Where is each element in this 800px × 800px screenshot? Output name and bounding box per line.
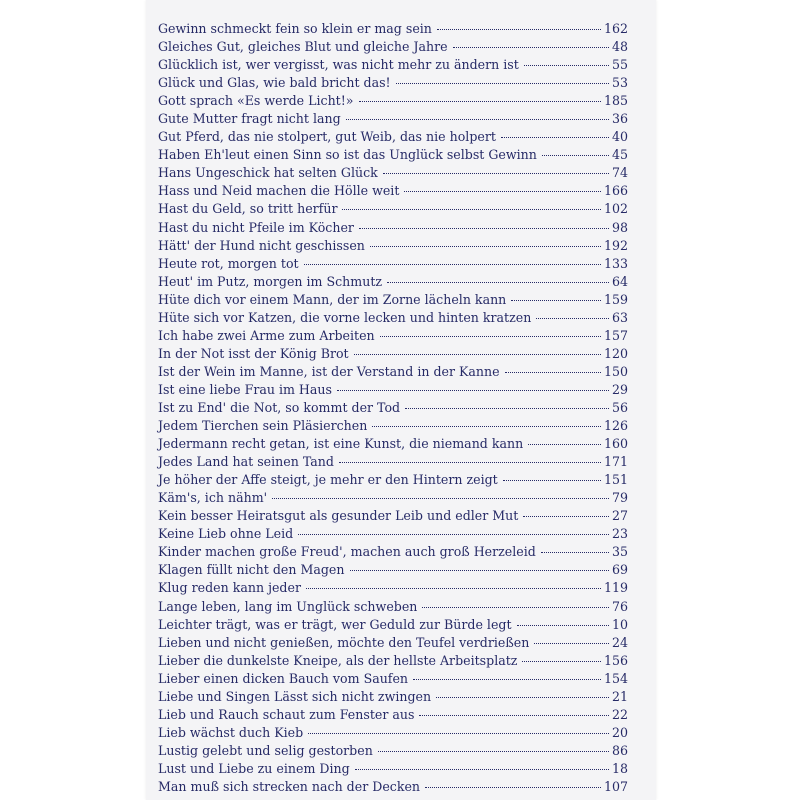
- entry-title: Hans Ungeschick hat selten Glück: [158, 165, 378, 181]
- entry-page-number: 24: [611, 634, 628, 650]
- index-entry: [158, 56, 628, 74]
- entry-title: Gut Pferd, das nie stolpert, gut Weib, das nie holpert: [158, 129, 496, 145]
- dot-leader: [542, 155, 609, 156]
- index-entry: [158, 724, 628, 742]
- dot-leader: [503, 480, 601, 481]
- index-entry: [158, 110, 628, 128]
- entry-title: Hast du Geld, so tritt herfür: [158, 201, 338, 217]
- entry-title: Keine Lieb ohne Leid: [158, 526, 294, 542]
- entry-page-number: 29: [611, 381, 628, 397]
- entry-title: Jedem Tierchen sein Pläsierchen: [158, 418, 368, 434]
- index-entry: [158, 273, 628, 291]
- dot-leader: [355, 769, 609, 770]
- entry-title: Haben Eh'leut einen Sinn so ist das Unglück selbst Gewinn: [158, 147, 537, 163]
- index-entry: [158, 309, 628, 327]
- entry-page-number: 53: [611, 75, 628, 91]
- index-entry: [158, 579, 628, 597]
- entry-page-number: 157: [603, 327, 628, 343]
- entry-page-number: 119: [603, 580, 628, 596]
- entry-page-number: 102: [603, 201, 628, 217]
- entry-page-number: 126: [603, 418, 628, 434]
- entry-page-number: 150: [603, 363, 628, 379]
- entry-page-number: 36: [611, 111, 628, 127]
- entry-page-number: 18: [611, 760, 628, 776]
- dot-leader: [350, 570, 609, 571]
- dot-leader: [346, 119, 609, 120]
- entry-title: Ich habe zwei Arme zum Arbeiten: [158, 327, 375, 343]
- entry-title: Lieber die dunkelste Kneipe, als der hellste Arbeitsplatz: [158, 652, 518, 668]
- index-entry: [158, 561, 628, 579]
- entry-title: Lieb und Rauch schaut zum Fenster aus: [158, 706, 415, 722]
- dot-leader: [359, 101, 601, 102]
- index-entry: [158, 363, 628, 381]
- entry-title: Liebe und Singen Lässt sich nicht zwingen: [158, 688, 432, 704]
- entry-page-number: 22: [611, 706, 628, 722]
- index-entry: [158, 399, 628, 417]
- index-entry: [158, 706, 628, 724]
- entry-page-number: 74: [611, 165, 628, 181]
- entry-title: Hast du nicht Pfeile im Köcher: [158, 219, 354, 235]
- entry-page-number: 151: [603, 472, 628, 488]
- entry-title: Heut' im Putz, morgen im Schmutz: [158, 273, 383, 289]
- dot-leader: [536, 318, 609, 319]
- entry-title: Jedermann recht getan, ist eine Kunst, die niemand kann: [158, 436, 524, 452]
- index-entry: [158, 38, 628, 56]
- entry-page-number: 107: [603, 778, 628, 794]
- dot-leader: [359, 228, 609, 229]
- entry-page-number: 166: [603, 183, 628, 199]
- entry-title: Hätt' der Hund nicht geschissen: [158, 237, 365, 253]
- index-entry: [158, 128, 628, 146]
- entry-title: Gleiches Gut, gleiches Blut und gleiche Jahre: [158, 39, 448, 55]
- entry-page-number: 160: [603, 436, 628, 452]
- entry-title: Klagen füllt nicht den Magen: [158, 562, 345, 578]
- entry-title: Käm's, ich nähm': [158, 490, 268, 506]
- entry-title: Klug reden kann jeder: [158, 580, 301, 596]
- index-entry: [158, 327, 628, 345]
- entry-page-number: 69: [611, 562, 628, 578]
- index-entry: [158, 616, 628, 634]
- entry-page-number: 86: [611, 742, 628, 758]
- dot-leader: [354, 354, 601, 355]
- dot-leader: [524, 65, 609, 66]
- entry-page-number: 21: [611, 688, 628, 704]
- dot-leader: [437, 29, 601, 30]
- entry-page-number: 45: [611, 147, 628, 163]
- entry-page-number: 76: [611, 598, 628, 614]
- dot-leader: [304, 264, 601, 265]
- index-entry: [158, 525, 628, 543]
- dot-leader: [396, 83, 609, 84]
- index-entry: [158, 291, 628, 309]
- index-entry: [158, 670, 628, 688]
- index-entry: [158, 146, 628, 164]
- index-entry: [158, 778, 628, 796]
- entry-title: Lieb wächst duch Kieb: [158, 724, 304, 740]
- entry-page-number: 35: [611, 544, 628, 560]
- entry-page-number: 56: [611, 399, 628, 415]
- entry-page-number: 10: [611, 616, 628, 632]
- entry-title: Ist eine liebe Frau im Haus: [158, 381, 332, 397]
- entry-page-number: 133: [603, 255, 628, 271]
- entry-page-number: 20: [611, 724, 628, 740]
- dot-leader: [419, 715, 609, 716]
- index-entry: [158, 598, 628, 616]
- dot-leader: [528, 444, 601, 445]
- entry-page-number: 120: [603, 345, 628, 361]
- dot-leader: [436, 697, 609, 698]
- entry-title: Glück und Glas, wie bald bricht das!: [158, 75, 391, 91]
- entry-title: Hüte sich vor Katzen, die vorne lecken und hinten kratzen: [158, 309, 532, 325]
- dot-leader: [342, 209, 600, 210]
- dot-leader: [523, 516, 609, 517]
- entry-page-number: 154: [603, 670, 628, 686]
- entry-page-number: 79: [611, 490, 628, 506]
- entry-title: Lustig gelebt und selig gestorben: [158, 742, 373, 758]
- dot-leader: [405, 408, 609, 409]
- entry-title: Gewinn schmeckt fein so klein er mag sein: [158, 21, 432, 36]
- dot-leader: [404, 191, 601, 192]
- entry-title: Leichter trägt, was er trägt, wer Geduld zur Bürde legt: [158, 616, 512, 632]
- dot-leader: [378, 751, 609, 752]
- index-entry: [158, 182, 628, 200]
- entry-title: Je höher der Affe steigt, je mehr er den Hintern zeigt: [158, 472, 498, 488]
- dot-leader: [425, 787, 601, 788]
- entry-title: In der Not isst der König Brot: [158, 345, 349, 361]
- dot-leader: [522, 661, 601, 662]
- index-entry: [158, 345, 628, 363]
- index-entry: [158, 543, 628, 561]
- entry-title: Hüte dich vor einem Mann, der im Zorne lächeln kann: [158, 291, 507, 307]
- entry-page-number: 98: [611, 219, 628, 235]
- dot-leader: [337, 390, 609, 391]
- entry-page-number: 192: [603, 237, 628, 253]
- index-entry: [158, 688, 628, 706]
- index-entry: [158, 471, 628, 489]
- entry-title: Kinder machen große Freud', machen auch groß Herzeleid: [158, 544, 536, 560]
- dot-leader: [541, 552, 609, 553]
- entry-page-number: 162: [603, 21, 628, 36]
- dot-leader: [380, 336, 601, 337]
- index-entry: [158, 200, 628, 218]
- entry-page-number: 48: [611, 39, 628, 55]
- index-entry: [158, 417, 628, 435]
- entry-page-number: 159: [603, 291, 628, 307]
- entry-title: Kein besser Heiratsgut als gesunder Leib und edler Mut: [158, 508, 519, 524]
- dot-leader: [370, 246, 601, 247]
- index-entry: [158, 92, 628, 110]
- dot-leader: [383, 173, 609, 174]
- dot-leader: [422, 607, 609, 608]
- dot-leader: [339, 462, 601, 463]
- entry-title: Ist der Wein im Manne, ist der Verstand in der Kanne: [158, 363, 500, 379]
- index-entry: [158, 489, 628, 507]
- entry-page-number: 55: [611, 57, 628, 73]
- index-entry: [158, 20, 628, 38]
- entry-title: Hass und Neid machen die Hölle weit: [158, 183, 400, 199]
- dot-leader: [505, 372, 601, 373]
- index-entry: [158, 255, 628, 273]
- index-list: [158, 20, 628, 796]
- index-entry: [158, 652, 628, 670]
- entry-page-number: 40: [611, 129, 628, 145]
- dot-leader: [306, 588, 601, 589]
- entry-page-number: 156: [603, 652, 628, 668]
- dot-leader: [387, 282, 609, 283]
- dot-leader: [413, 679, 601, 680]
- book-page: [146, 0, 656, 800]
- dot-leader: [308, 733, 609, 734]
- index-entry: [158, 760, 628, 778]
- entry-page-number: 64: [611, 273, 628, 289]
- entry-title: Man muß sich strecken nach der Decken: [158, 778, 421, 794]
- index-entry: [158, 453, 628, 471]
- entry-page-number: 23: [611, 526, 628, 542]
- entry-title: Lange leben, lang im Unglück schweben: [158, 598, 418, 614]
- dot-leader: [501, 137, 609, 138]
- entry-title: Jedes Land hat seinen Tand: [158, 454, 334, 470]
- entry-page-number: 171: [603, 454, 628, 470]
- entry-title: Lieben und nicht genießen, möchte den Teufel verdrießen: [158, 634, 530, 650]
- index-entry: [158, 634, 628, 652]
- entry-title: Ist zu End' die Not, so kommt der Tod: [158, 399, 401, 415]
- dot-leader: [534, 643, 609, 644]
- entry-title: Lust und Liebe zu einem Ding: [158, 760, 350, 776]
- index-entry: [158, 435, 628, 453]
- dot-leader: [372, 426, 601, 427]
- index-entry: [158, 219, 628, 237]
- dot-leader: [511, 300, 601, 301]
- dot-leader: [272, 498, 609, 499]
- index-entry: [158, 381, 628, 399]
- dot-leader: [298, 534, 609, 535]
- index-entry: [158, 742, 628, 760]
- dot-leader: [453, 47, 609, 48]
- entry-title: Heute rot, morgen tot: [158, 255, 299, 271]
- entry-page-number: 185: [603, 93, 628, 109]
- entry-page-number: 27: [611, 508, 628, 524]
- index-entry: [158, 237, 628, 255]
- entry-title: Gute Mutter fragt nicht lang: [158, 111, 341, 127]
- dot-leader: [517, 625, 609, 626]
- index-entry: [158, 164, 628, 182]
- entry-page-number: 63: [611, 309, 628, 325]
- entry-title: Lieber einen dicken Bauch vom Saufen: [158, 670, 409, 686]
- index-entry: [158, 74, 628, 92]
- index-entry: [158, 507, 628, 525]
- entry-title: Glücklich ist, wer vergisst, was nicht mehr zu ändern ist: [158, 57, 519, 73]
- entry-title: Gott sprach «Es werde Licht!»: [158, 93, 354, 109]
